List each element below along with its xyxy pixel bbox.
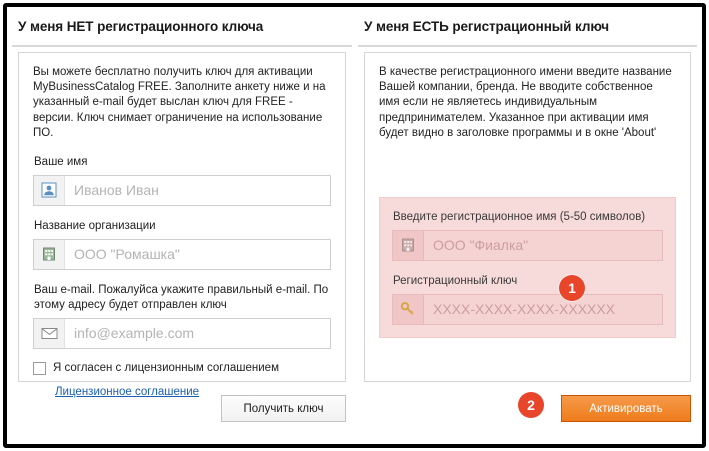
envelope-icon [34,319,65,348]
callout-badge-2: 2 [518,392,544,418]
no-key-form-group [18,52,346,398]
panel-no-key-title: У меня НЕТ регистрационного ключа [18,19,264,34]
email-input-value: info@example.com [74,325,195,342]
key-icon [393,295,424,324]
reg-key-input-value: XXXX-XXXX-XXXX-XXXXXX [433,301,616,318]
reg-key-field-label: Регистрационный ключ [393,274,518,287]
panel-have-key-title: У меня ЕСТЬ регистрационный ключ [364,19,609,34]
email-field-label: Ваш e-mail. Пожалуйса укажите правильный e-mail. По этому адресу будет отправлен ключ [34,283,329,311]
reg-key-input[interactable] [392,294,663,325]
license-agreement-link[interactable]: Лицензионное соглашение [55,385,200,398]
license-agree-row[interactable] [33,362,331,375]
have-key-form-group [364,52,691,382]
reg-name-field-label: Введите регистрационное имя (5-50 символов) [393,210,646,223]
building-icon [393,231,424,260]
building-icon [34,240,65,269]
have-key-description: В качестве регистрационного имени введите название Вашей компании, бренда. Не вводите собственное имя если не являетесь индивидуальным предпринимателем. Указанное при активации имя будет видно в заголовке программы и в окне 'About' [379,66,672,139]
activate-button[interactable]: Активировать [561,395,691,422]
org-input-value: ООО "Ромашка" [74,246,180,263]
name-field-label: Ваше имя [34,155,88,168]
registration-fields-block [379,197,676,338]
name-input[interactable] [33,175,331,206]
org-field-label: Название организации [34,219,156,232]
reg-name-input[interactable] [392,230,663,261]
email-input[interactable] [33,318,331,349]
license-agree-label: Я согласен с лицензионным соглашением [53,362,279,375]
org-input[interactable] [33,239,331,270]
get-key-button[interactable]: Получить ключ [221,395,346,422]
dialog-body [8,8,701,443]
callout-badge-1: 1 [559,275,585,301]
panel-no-key [12,14,352,434]
license-agree-checkbox[interactable] [33,362,46,375]
no-key-description: Вы можете бесплатно получить ключ для активации MyBusinessCatalog FREE. Заполните анкету ниже и на указанный e-mail будет выслан ключ для FREE - версии. Ключ снимает ограничение на использование ПО. [33,66,326,139]
title-divider-right [358,45,697,47]
reg-name-input-value: ООО "Фиалка" [433,237,529,254]
name-input-value: Иванов Иван [74,182,159,199]
panel-have-key [358,14,697,434]
title-divider-left [12,45,352,47]
user-icon [34,176,65,205]
